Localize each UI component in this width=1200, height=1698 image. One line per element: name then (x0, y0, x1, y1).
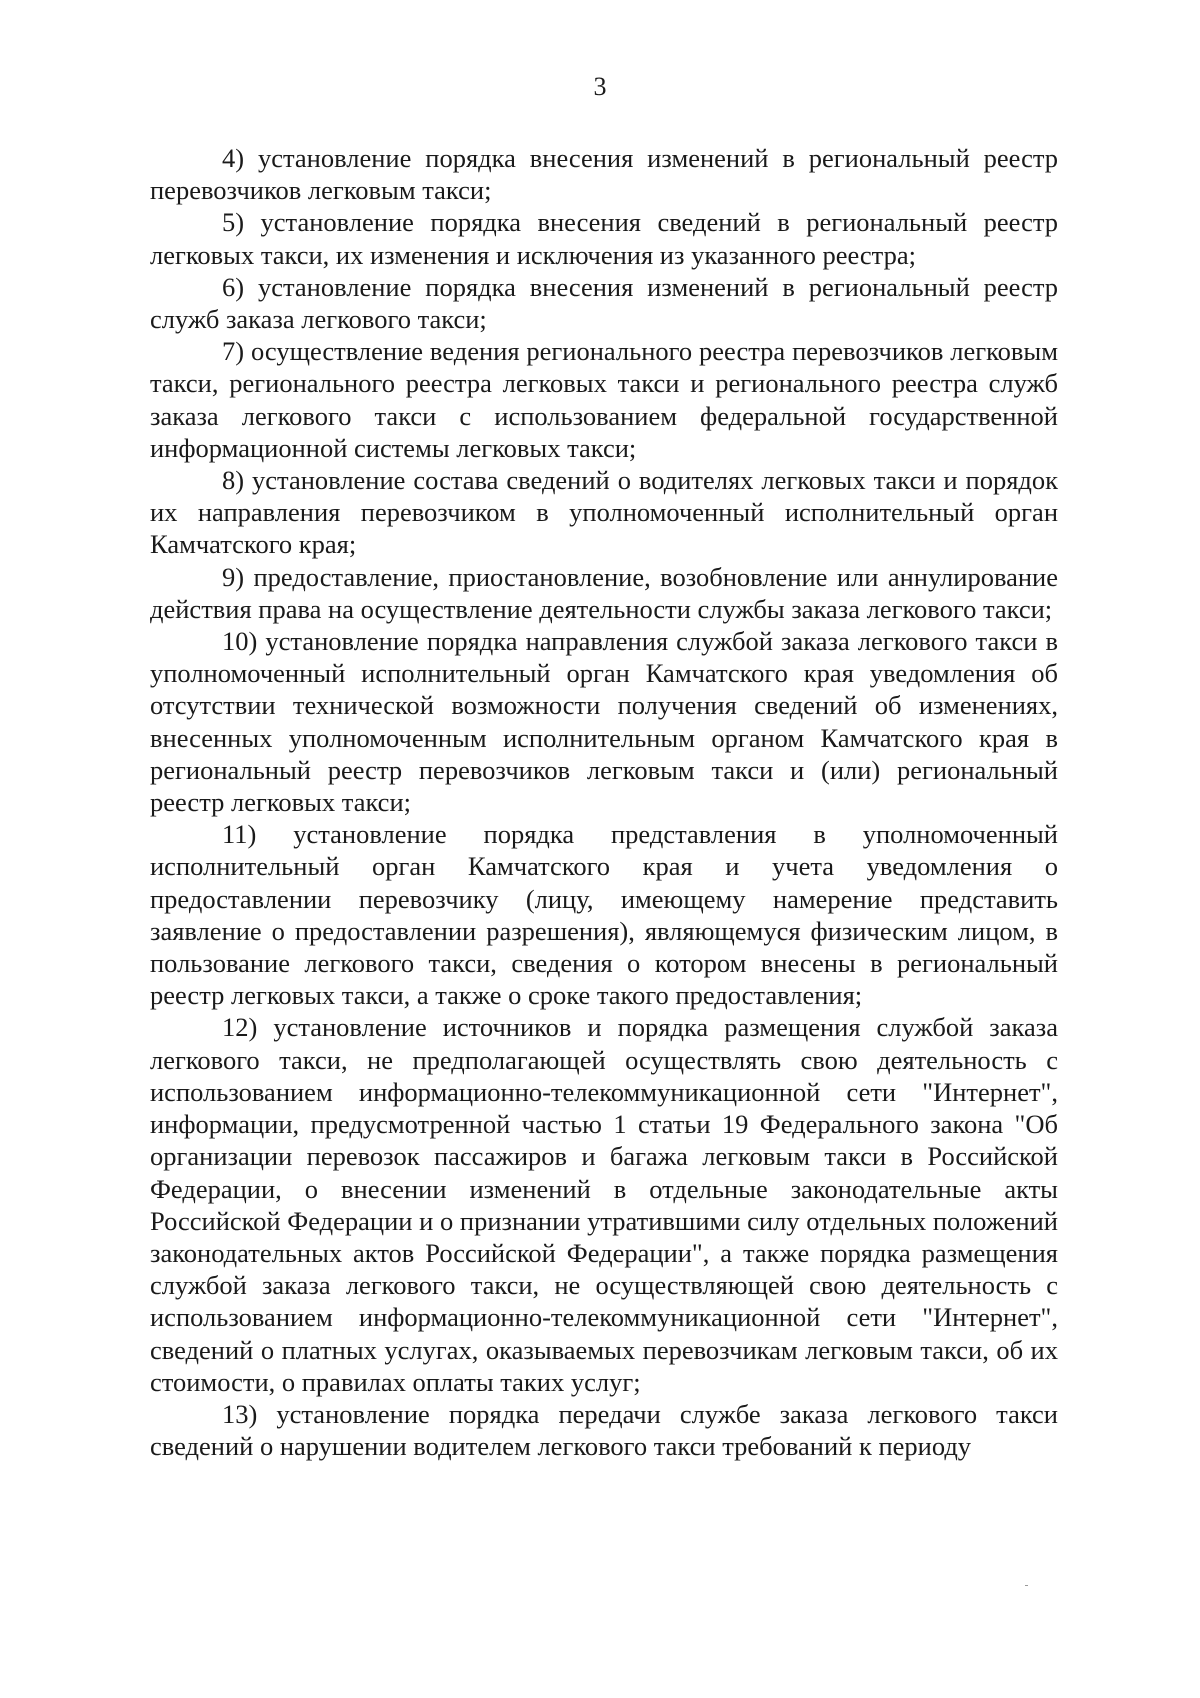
scan-speck (1025, 1585, 1028, 1586)
page-number: 3 (593, 72, 607, 101)
list-item: 7) осуществление ведения регионального реестра перевозчиков легковым такси, регионального реестра легковых такси и регионального реестра служб заказа легкового такси с использованием федеральной государственной информационной системы легковых такси; (150, 336, 1058, 463)
list-item: 5) установление порядка внесения сведений в региональный реестр легковых такси, их изменения и исключения из указанного реестра; (150, 207, 1058, 270)
list-item: 12) установление источников и порядка размещения службой заказа легкового такси, не предполагающей осуществлять свою деятельность с использованием информационно-телекоммуникационной сети "Интернет", информации, предусмотренной частью 1 статьи 19 Федерального закона "Об организации перевозок пассажиров и багажа легковым такси в Российской Федерации, о внесении изменений в отдельные законодательные акты Российской Федерации и о признании утратившими силу отдельных положений законодательных актов Российской Федерации", а также порядка размещения службой заказа легкового такси, не осуществляющей свою деятельность с использованием информационно-телекоммуникационной сети "Интернет", сведений о платных услугах, оказываемых перевозчикам легковым такси, об их стоимости, о правилах оплаты таких услуг; (150, 1012, 1058, 1397)
list-item: 4) установление порядка внесения изменений в региональный реестр перевозчиков легковым такси; (150, 143, 1058, 206)
list-item: 8) установление состава сведений о водителях легковых такси и порядок их направления перевозчиком в уполномоченный исполнительный орган Камчатского края; (150, 465, 1058, 560)
list-item: 11) установление порядка представления в уполномоченный исполнительный орган Камчатского края и учета уведомления о предоставлении перевозчику (лицу, имеющему намерение представить заявление о предоставлении разрешения), являющемуся физическим лицом, в пользование легкового такси, сведения о котором внесены в региональный реестр легковых такси, а также о сроке такого предоставления; (150, 819, 1058, 1011)
document-body (150, 142, 1058, 1462)
list-item: 10) установление порядка направления службой заказа легкового такси в уполномоченный исполнительный орган Камчатского края уведомления об отсутствии технической возможности получения сведений об изменениях, внесенных уполномоченным исполнительным органом Камчатского края в региональный реестр перевозчиков легковым такси и (или) региональный реестр легковых такси; (150, 626, 1058, 818)
list-item: 13) установление порядка передачи службе заказа легкового такси сведений о нарушении водителем легкового такси требований к периоду (150, 1398, 1058, 1462)
list-item: 6) установление порядка внесения изменений в региональный реестр служб заказа легкового такси; (150, 271, 1058, 335)
list-item: 9) предоставление, приостановление, возобновление или аннулирование действия права на осуществление деятельности службы заказа легкового такси; (150, 561, 1058, 624)
